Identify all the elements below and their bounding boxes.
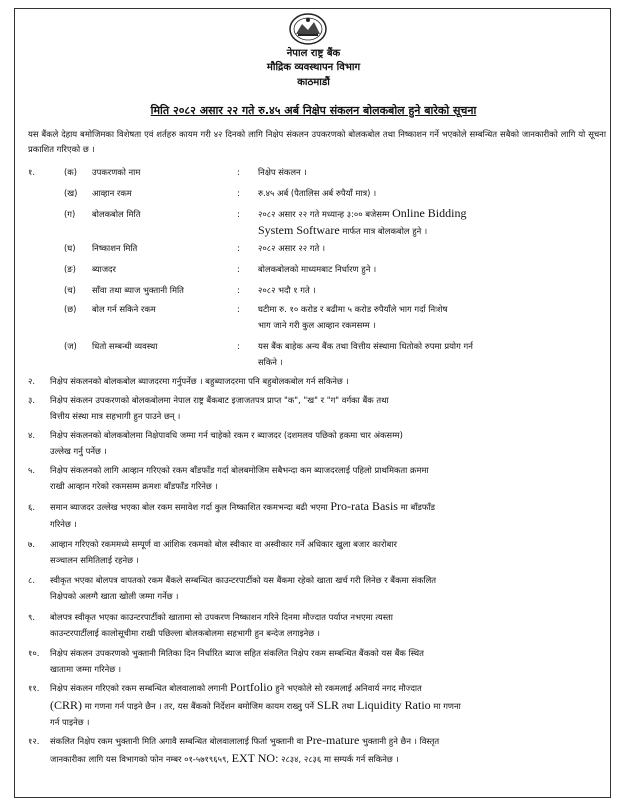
item1-row-label: (च)	[64, 285, 76, 295]
item-line: राखी आव्हान गरेको रकमसम्म क्रमशः बाँडफाँड गरिनेछ ।	[50, 481, 218, 491]
text-fragment: समान ब्याजदर उल्लेख भएका बोल रकम समावेश गर्दा कुल निष्काशित रकमभन्दा बढी भएमा	[50, 502, 331, 512]
item1-row-label: (क)	[64, 167, 77, 177]
english-term: Online Bidding	[392, 206, 467, 220]
english-term: Pro-rata Basis	[330, 499, 398, 513]
item-line: स्वीकृत भएका बोलपत्र वापतको रकम बैंकले सम्बन्धित काउन्टरपार्टीको यस बैंकमा रहेको खाता खर्च गरी लिनेछ र बैंकमा संकलित	[50, 575, 437, 585]
item-number: ६.	[28, 502, 36, 512]
item-number: २.	[28, 376, 36, 386]
item-number: ८.	[28, 575, 36, 585]
item-line: निक्षेप संकलन उपकरणको बोलकबोलमा नेपाल राष्ट्र बैंकबाट इजाजतपत्र प्राप्त "क", "ख" र "ग" वर्गका बैंक तथा	[50, 395, 389, 405]
item-line: निक्षेप संकलन उपकरणको भुक्तानी मितिका दिन निर्धारित ब्याज सहित संकलित निक्षेप रकम सम्बन्धित बैंकको यस बैंक स्थित	[50, 648, 424, 658]
item1-row-label: (छ)	[64, 304, 77, 314]
item1-row-label: (ज)	[64, 341, 77, 351]
department-name: मौद्रिक व्यवस्थापन विभाग	[266, 62, 361, 73]
english-term: (CRR)	[50, 698, 83, 712]
english-term: System Software	[258, 223, 340, 237]
text-fragment: हुने भएकोले सो रकमलाई अनिवार्य नगद मौज्दात	[272, 683, 422, 693]
text-fragment: संकलित निक्षेप रकम भुक्तानी मिति अगावै सम्बन्धित बोलवालालाई फिर्ता भुक्तानी वा	[50, 736, 307, 746]
item1-row-label: (ख)	[64, 188, 78, 198]
item1-row-name: बोल गर्न सकिने रकम	[92, 304, 156, 314]
org-name: नेपाल राष्ट्र बैंक	[286, 48, 341, 59]
item-line: निक्षेपको अलग्गै खाता खोली जम्मा गर्नेछ ।	[50, 591, 179, 601]
item1-row-value: भाग जाने गरी कुल आव्हान रकमसम्म ।	[258, 320, 376, 330]
text-fragment: तथा	[339, 701, 355, 711]
english-term: EXT NO:	[231, 751, 279, 765]
item1-row-name: साँवा तथा ब्याज भुक्तानी मिति	[92, 285, 184, 295]
item-line: उल्लेख गर्नु पर्नेछ ।	[50, 446, 107, 456]
item1-row-colon: :	[237, 209, 240, 219]
item1-row-value: यस बैंक बाहेक अन्य बैंक तथा वित्तीय संस्थामा धितोको रुपमा प्रयोग गर्न	[258, 341, 473, 351]
text-fragment: मा बाँडफाँड	[397, 502, 436, 512]
city-name: काठमाडौं	[297, 77, 330, 88]
item-number: १०.	[28, 648, 40, 658]
text-fragment: २०८२ असार २२ गते मध्यान्ह ३:०० बजेसम्म	[258, 209, 393, 219]
english-term: Pre-mature	[306, 733, 360, 747]
item1-row-value: बोलकबोलको माध्यमबाट निर्धारण हुने ।	[258, 264, 377, 274]
item1-row-colon: :	[237, 188, 240, 198]
text-fragment: २८३४, २८३६ मा सम्पर्क गर्न सकिनेछ ।	[278, 754, 399, 764]
item-line	[50, 680, 606, 696]
intro-paragraph: यस बैंकले देहाय बमोजिमका विशेषता एवं शर्तहरु कायम गरी ४२ दिनको लागि निक्षेप संकलन उपकरणको बोलकबोल तथा निष्काशन गर्ने भएकोले सम्बन्धित सबैको जानकारीको लागि यो सूचना प्रकाशित गरिएको छ ।	[28, 129, 606, 154]
item1-row-value	[258, 222, 598, 240]
item-line: काउन्टरपार्टीलाई कालोसूचीमा राखी पछिल्ला बोलकबोलमा सहभागी हुन बन्देज लगाइनेछ ।	[50, 628, 320, 638]
item1-row-colon: :	[237, 264, 240, 274]
item-number: ११.	[28, 683, 40, 693]
item1-row-name: बोलकबोल मिति	[92, 209, 141, 219]
item-line	[50, 751, 606, 767]
item-line: सञ्चालन समितिलाई रहनेछ ।	[50, 555, 139, 565]
item1-row-name: ब्याजदर	[92, 264, 116, 274]
item1-row-colon: :	[237, 167, 240, 177]
item1-row-name: धितो सम्बन्धी व्यवस्था	[92, 341, 158, 351]
item-line: बोलपत्र स्वीकृत भएका काउन्टरपार्टीको खातामा सो उपकरण निष्काशन गरिने दिनमा मौज्दात पर्याप्त नभएमा त्यस्ता	[50, 612, 393, 622]
item-number: १.	[28, 167, 36, 177]
item-line: निक्षेप संकलनको बोलकबोल ब्याजदरमा गर्नुपर्नेछ । बहुब्याजदरमा पनि बहुबोलकबोल गर्न सकिनेछ ।	[50, 376, 349, 386]
text-fragment: जानकारीका लागि यस विभागको फोन नम्बर ०१-५७१९६५९,	[50, 754, 232, 764]
item-number: ७.	[28, 539, 36, 549]
item1-row-value: घटीमा रु. १० करोड र बढीमा ५ करोड रुपैयाँले भाग गर्दा निःशेष	[258, 304, 448, 314]
item-number: १२.	[28, 736, 40, 746]
item-number: ९.	[28, 612, 36, 622]
item1-row-value: २०८२ असार २२ गते ।	[258, 243, 326, 253]
item1-row-name: निष्काशन मिति	[92, 243, 138, 253]
item-line: निक्षेप संकलनको लागि आव्हान गरिएको रकम बाँडफाँड गर्दा बोलबमोजिम सबैभन्दा कम ब्याजदरलाई पहिलो प्राथमिकता क्रममा	[50, 465, 429, 475]
text-fragment: गरिनेछ ।	[50, 519, 77, 529]
english-term: Portfolio	[229, 680, 273, 694]
text-fragment: भुक्तानी हुने छैन । विस्तृत	[359, 736, 440, 746]
item-number: ३.	[28, 395, 36, 405]
item-line	[50, 733, 606, 749]
item-line	[50, 517, 606, 532]
item1-row-label: (ङ)	[64, 264, 76, 274]
item-number: ४.	[28, 430, 36, 440]
item1-row-name: उपकरणको नाम	[92, 167, 141, 177]
item1-row-colon: :	[237, 243, 240, 253]
item1-row-value: सकिने ।	[258, 357, 283, 367]
item1-row-value: रु.४५ अर्ब (पैतालिस अर्ब रुपैयाँ मात्र) ।	[258, 188, 377, 198]
item-line: खातामा जम्मा गरिनेछ ।	[50, 664, 122, 674]
item1-row-colon: :	[237, 341, 240, 351]
item1-row-name: आव्हान रकम	[92, 188, 132, 198]
text-fragment: गर्न पाइनेछ ।	[50, 717, 90, 727]
text-fragment: मार्फत मात्र बोलकबोल हुने ।	[339, 226, 428, 236]
item1-row-colon: :	[237, 285, 240, 295]
item1-row-value: २०८२ भदौ १ गते ।	[258, 285, 316, 295]
text-fragment: मा गणना	[430, 701, 461, 711]
text-fragment: निक्षेप संकलन गरिएको रकम सम्बन्धित बोलवालाको लगानी	[50, 683, 230, 693]
english-term: SLR	[314, 698, 340, 712]
item-line	[50, 698, 606, 714]
item1-row-value	[258, 205, 598, 223]
item-number: ५.	[28, 465, 36, 475]
notice-title: मिति २०८२ असार २२ गते रु.४५ अर्ब निक्षेप संकलन बोलकबोल हुने बारेको सूचना	[150, 104, 477, 117]
item-line: निक्षेप संकलनको बोलकबोलमा निक्षेपावधि जम्मा गर्न चाहेको रकम र ब्याजदर (दशमलव पछिको हकमा चार अंकसम्म)	[50, 430, 403, 440]
item1-row-label: (ग)	[64, 209, 76, 219]
nepal-rastra-bank-logo	[288, 12, 328, 46]
item-line: आव्हान गरिएको रकममध्ये सम्पूर्ण वा आंशिक रकमको बोल स्वीकार वा अस्वीकार गर्ने अधिकार खुला बजार कारोबार	[50, 539, 397, 549]
item1-row-colon: :	[237, 304, 240, 314]
item-line	[50, 715, 606, 730]
item1-row-value: निक्षेप संकलन ।	[258, 167, 307, 177]
item-line: वित्तीय संस्था मात्र सहभागी हुन पाउने छन् ।	[50, 411, 181, 421]
text-fragment: मा गणना गर्न पाइने छैन । तर, यस बैंकको निर्देशन बमोजिम कायम राख्नु पर्ने	[82, 701, 315, 711]
item-line	[50, 499, 606, 515]
item1-row-label: (घ)	[64, 243, 76, 253]
english-term: Liquidity Ratio	[354, 698, 431, 712]
